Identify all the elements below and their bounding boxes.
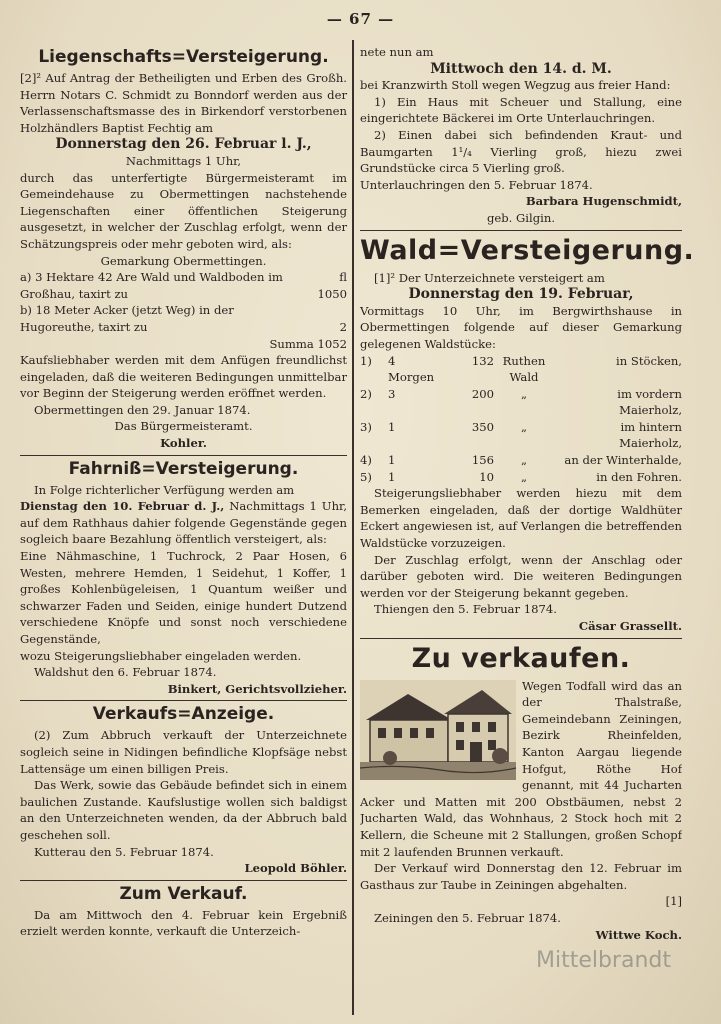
plot-location: im vordern Maierholz, — [617, 386, 682, 418]
ad-title: Fahrniß=Versteigerung. — [68, 458, 299, 479]
ad-body2: Das Werk, sowie das Gebäude befindet sich in einem baulichen Zustande. Kaufslustige wollen sich baldigst an den Unterzeichneten wenden, da der Abbruch bald geschehen soll. — [20, 778, 347, 842]
ad-body2: Der Verkauf wird Donnerstag den 12. Februar im Gasthaus zur Taube in Zeiningen abgehalten. — [360, 861, 682, 892]
plot-location: an der Winterhalde, — [564, 453, 682, 468]
ad-date: Mittwoch den 14. d. M. — [430, 60, 612, 77]
ad-place-date: Zeiningen den 5. Februar 1874. — [374, 910, 561, 925]
ad-body: Da am Mittwoch den 4. Februar kein Ergebniß erzielt werden konnte, verkauft die Unterzeich- — [20, 907, 347, 939]
plot-row — [360, 469, 682, 486]
item-b-text: b) 18 Meter Acker (jetzt Weg) in der Hugoreuthe, taxirt zu — [20, 303, 234, 334]
summa — [20, 336, 347, 353]
ad-body-text: Nachmittags 1 Uhr, auf dem Rathhaus dahier folgende Gegenstände gegen sogleich baare Bezahlung öffentlich versteigert, als: — [20, 499, 347, 547]
item-a-currency: fl — [339, 270, 347, 285]
ad-place-date: Obermettingen den 29. Januar 1874. — [34, 402, 251, 417]
plot-ruthen: 156 — [471, 453, 494, 468]
summa-amount: 1052 — [317, 336, 347, 351]
plot-row — [360, 353, 682, 386]
plot-morgen: 4 Morgen — [388, 353, 435, 385]
ad-text: nete nun am — [360, 45, 434, 59]
ad-place-date: Thiengen den 5. Februar 1874. — [374, 602, 557, 617]
page-number: — 67 — — [326, 10, 395, 28]
ad-closing: Kaufsliebhaber werden mit dem Anfügen freundlichst eingeladen, daß die weiteren Bedingungen unmittelbar vor Beginn der Steigerung werden eröffnet werden. — [20, 353, 347, 401]
item-b-amount: 2 — [339, 319, 347, 334]
ad-wald-versteigerung — [360, 234, 695, 635]
ad-office: Das Bürgermeisteramt. — [114, 419, 253, 434]
left-column — [20, 44, 347, 940]
plot-unit: „ — [520, 453, 527, 468]
ad-signature: Kohler. — [160, 436, 207, 451]
plot-morgen: 1 — [388, 419, 396, 434]
ad-body: (2) Zum Abbruch verkauft der Unterzeichnete sogleich seine in Nidingen befindliche Klopfsäge nebst Lattensäge um einen billigen Preis. — [20, 728, 347, 776]
summa-label: Summa — [269, 336, 314, 351]
ad-date: Donnerstag den 19. Februar, — [408, 286, 634, 303]
ad-time: Nachmittags 1 Uhr, — [125, 153, 242, 168]
ad-signature-2: geb. Gilgin. — [486, 210, 556, 225]
plot-ruthen: 350 — [471, 419, 494, 434]
ad-title: Liegenschafts=Versteigerung. — [38, 47, 329, 67]
plot-row — [360, 386, 682, 419]
plot-ruthen: 132 — [471, 353, 494, 368]
ad-signature: Leopold Böhler. — [244, 861, 347, 876]
item-a-amount: 1050 — [317, 286, 347, 301]
ad-liegenschafts-versteigerung — [20, 47, 347, 452]
ad-zum-verkauf — [20, 884, 347, 940]
plot-ruthen: 200 — [471, 386, 494, 401]
plot-unit: „ — [520, 386, 527, 401]
separator — [360, 230, 682, 231]
plot-unit: „ — [520, 419, 527, 434]
plot-location: in den Fohren. — [596, 469, 682, 484]
ad-intro: [2]² Auf Antrag der Betheiligten und Erben des Großh. Herrn Notars C. Schmidt zu Bonndorf werden aus der Verlassenschaftsmasse des in Birkendorf verstorbenen Holzhändlers Baptist Fechtig am — [20, 71, 347, 135]
plot-location: in Stöcken, — [616, 353, 682, 368]
ad-place-date: Kutterau den 5. Februar 1874. — [34, 844, 214, 859]
right-column — [360, 44, 695, 943]
ad-invite: wozu Steigerungsliebhaber eingeladen werden. — [20, 648, 302, 663]
ad-signature: Cäsar Grassellt. — [578, 619, 682, 633]
item-a-text: a) 3 Hektare 42 Are Wald und Waldboden im Großhau, taxirt zu — [20, 270, 283, 301]
plot-ruthen: 10 — [479, 469, 494, 484]
separator — [20, 455, 347, 456]
farmhouse-illustration — [360, 680, 516, 780]
ad-place-date: Waldshut den 6. Februar 1874. — [34, 665, 217, 680]
ad-title: Zu verkaufen. — [411, 642, 631, 674]
ad-zum-verkauf-continued — [360, 44, 682, 227]
item-b — [20, 302, 347, 335]
plot-unit: Ruthen Wald — [502, 353, 546, 385]
plot-morgen: 3 — [388, 386, 396, 401]
ad-item-1: 1) Ein Haus mit Scheuer und Stallung, eine eingerichtete Bäckerei im Orte Unterlauchringen. — [360, 94, 682, 126]
plot-location: im hintern Maierholz, — [619, 419, 682, 451]
ad-intro: In Folge richterlicher Verfügung werden am — [34, 482, 295, 497]
ad-place-date: Unterlauchringen den 5. Februar 1874. — [360, 177, 593, 192]
plot-list — [360, 353, 682, 486]
plot-morgen: 1 — [388, 469, 396, 484]
plot-no: 2) — [360, 386, 372, 401]
ad-item-2: 2) Einen dabei sich befindenden Kraut- und Baumgarten 1¹/₄ Vierling groß, hiezu zwei Grundstücke circa 5 Vierling groß. — [360, 127, 682, 176]
ad-title: Wald=Versteigerung. — [360, 234, 695, 266]
ad-signature: Binkert, Gerichtsvollzieher. — [167, 681, 347, 696]
plot-unit: „ — [520, 469, 527, 484]
plot-no: 3) — [360, 419, 372, 434]
plot-no: 4) — [360, 453, 372, 468]
ad-signature: Barbara Hugenschmidt, — [525, 194, 682, 209]
ad-date: Dienstag den 10. Februar d. J., — [20, 499, 225, 514]
column-divider — [352, 40, 354, 1015]
ad-title: Verkaufs=Anzeige. — [92, 704, 275, 725]
plot-morgen: 1 — [388, 453, 396, 468]
ad-ref: [1] — [665, 894, 682, 909]
separator — [20, 880, 347, 881]
ad-signature: Wittwe Koch. — [595, 927, 682, 942]
ad-items: Eine Nähmaschine, 1 Tuchrock, 2 Paar Hosen, 6 Westen, mehrere Hemden, 1 Seidehut, 1 Koffer, 1 großes Kohlenbügeleisen, 1 Quantum weißer und schwarzer Faden und Seiden, einige hundert Dutzend verschiedene Knöpfe und sonst noch verschiedene Gegenstände, — [20, 549, 347, 646]
plot-no: 1) — [360, 353, 372, 368]
ad-fahrniss-versteigerung — [20, 459, 347, 698]
item-a — [20, 269, 347, 302]
ad-body — [20, 498, 347, 548]
ad-verkaufs-anzeige — [20, 704, 347, 876]
plot-row — [360, 419, 682, 452]
ad-body2: Steigerungsliebhaber werden hiezu mit dem Bemerken eingeladen, daß der dortige Waldhüter Eckert angewiesen ist, auf Verlangen die betreffenden Waldstücke vorzuzeigen. — [360, 486, 682, 551]
ad-title: Zum Verkauf. — [119, 883, 248, 904]
ad-body: durch das unterfertigte Bürgermeisteramt im Gemeindehause zu Obermettingen nachstehende Liegenschaften einer öffentlichen Steigerung ausgesetzt, in welcher der Zuschlag erfolgt, wenn der Schätzungspreis oder mehr geboten wird, als: — [20, 170, 347, 251]
ad-gemarkung: Gemarkung Obermettingen. — [100, 253, 267, 268]
ad-intro: [1]² Der Unterzeichnete versteigert am — [374, 270, 605, 285]
plot-no: 5) — [360, 469, 372, 484]
ad-body: Vormittags 10 Uhr, im Bergwirthshause in Obermettingen folgende auf dieser Gemarkung gelegenen Waldstücke: — [360, 303, 682, 351]
ad-body3: Der Zuschlag erfolgt, wenn der Anschlag oder darüber geboten wird. Die weiteren Bedingungen werden vor der Steigerung bekannt gegeben. — [360, 552, 682, 600]
separator — [360, 638, 682, 639]
ad-body: bei Kranzwirth Stoll wegen Wegzug aus freier Hand: — [360, 78, 671, 93]
ad-date: Donnerstag den 26. Februar l. J., — [55, 136, 312, 153]
ad-body: Wegen Todfall wird das an der Thalstraße, Gemeindebann Zeiningen, Bezirk Rheinfelden, Kanton Aargau liegende Hofgut, Röthe Hof genannt, mit 44 Jucharten Acker und Matten mit 200 Obstbäumen, nebst 2 Jucharten Wald, das Wohnhaus, 2 Stock hoch mit 2 Kellern, die Scheune mit 2 Stallungen, großen Schopf mit 2 laufenden Brunnen verkauft. — [360, 678, 682, 859]
watermark: Mittelbrandt — [535, 948, 671, 973]
plot-row — [360, 452, 682, 469]
separator — [20, 700, 347, 701]
ad-zu-verkaufen — [360, 642, 682, 944]
